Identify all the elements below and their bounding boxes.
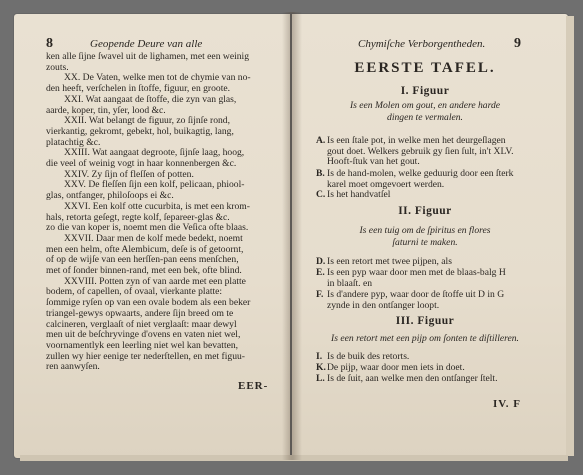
- text-line: voornamentlyk een leerling niet wel kan bevatten,: [46, 339, 239, 351]
- text-line: vierkantig, gekromt, gebekt, hol, buikagtig, lang,: [46, 125, 234, 137]
- caption-line: Is een retort met een pijp om ſonten te diſtilleren.: [331, 333, 519, 344]
- legend-item: [316, 190, 530, 201]
- text-line: aarde, koper, tin, yſer, lood &c.: [46, 104, 166, 116]
- text-line: glas, ontfanger, philoſoops ei &c.: [46, 190, 174, 202]
- text-line: zo die van koper is, noemt men die Veſica ofte blaas.: [46, 222, 249, 234]
- legend-key: E.: [316, 267, 325, 278]
- page-edge-right: [566, 16, 574, 456]
- legend-text: Is een ſtale pot, in welke men het deurgeſlagen: [327, 135, 506, 146]
- legend-line: [316, 374, 530, 385]
- legend-text: Is een pyp waar door men met de blaas-balg H: [327, 267, 506, 278]
- text-line: XXVI. Een kolf otte cucurbita, is met een krom-: [64, 200, 250, 212]
- legend-item: [316, 136, 530, 168]
- text-line: XX. De Vaten, welke men tot de chymie van no-: [64, 72, 251, 84]
- caption-line: Is een Molen om gout, en andere harde: [349, 100, 501, 111]
- right-catchword: IV. F: [493, 398, 522, 410]
- legend-line: [316, 279, 530, 290]
- legend-key: I.: [316, 351, 323, 362]
- legend-text: Is een retort met twee pijpen, als: [327, 256, 452, 267]
- text-line: XXVII. Daar men de kolf mede bedekt, noemt: [64, 232, 243, 244]
- text-line: den heeft, verſchelen in ſtoffe, figuur, en groote.: [46, 83, 231, 95]
- text-line: hals, retorta geſegt, regte kolf, ſepareer-glas &c.: [46, 211, 230, 223]
- legend-text: Hooft-ſtuk van het gout.: [327, 156, 420, 168]
- text-line: ken alle ſijne ſwavel uit de lighamen, met een weinig: [46, 51, 250, 62]
- text-line: men uit de beſchryvinge d'ovens en vaten niet wel,: [46, 329, 241, 341]
- legend-text: zynde in den ontſanger loopt.: [327, 299, 440, 311]
- left-page-number: 8: [46, 36, 53, 51]
- figure-caption: [316, 333, 534, 345]
- legend-text: De pijp, waar door men iets in doet.: [327, 362, 465, 373]
- figure-heading: II. Figuur: [398, 205, 452, 217]
- caption-line: ſaturni te maken.: [392, 237, 458, 248]
- right-page-number: 9: [514, 36, 521, 51]
- left-catchword: EER-: [238, 380, 269, 392]
- figure-caption: [316, 225, 534, 249]
- text-line: XXVIII. Potten zyn of van aarde met een platte: [64, 275, 246, 287]
- text-line: XXI. Wat aangaat de ſtoffe, die zyn van glas,: [64, 93, 237, 105]
- figure-heading: III. Figuur: [395, 315, 455, 327]
- text-line: ren aanwyſen.: [46, 361, 100, 373]
- book-spine: [282, 12, 302, 460]
- legend-line: [316, 157, 530, 168]
- legend-item: [316, 374, 530, 385]
- figure-heading: I. Figuur: [400, 85, 450, 97]
- legend-key: K.: [316, 362, 326, 373]
- legend-text: Is het handvatſel: [327, 189, 391, 200]
- legend-text: Is de hand-molen, welke geduurig door een ſterk: [327, 168, 514, 179]
- legend-text: Is de ſuit, aan welke men den ontſanger ſtelt.: [327, 373, 498, 384]
- right-running-header: Chymiſche Verborgentheden.: [358, 38, 486, 50]
- text-line: XXIII. Wat aangaat degroote, ſijnſe laag, hoog,: [64, 147, 245, 159]
- text-line: triangel-gewys opwaarts, andere ſijn breed om te: [46, 307, 234, 319]
- text-line: zullen wy hier eenige ter nederſtellen, en met figuu-: [46, 350, 245, 362]
- legend-key: B.: [316, 168, 325, 179]
- legend-item: [316, 268, 530, 289]
- legend-key: F.: [316, 289, 324, 300]
- text-line: calcineren, verglaaſt of niet verglaaſt: maar dewyl: [46, 318, 237, 330]
- text-line: die veel of weinig vogt in haar konnenbergen &c.: [46, 158, 237, 170]
- legend-key: L.: [316, 373, 325, 384]
- text-line: met of ſonder binnen-rand, met een bek, ofte blind.: [46, 265, 242, 277]
- legend-text: gout doet. Welkers gebruik gy ſien ſult, in't XLV.: [327, 145, 514, 157]
- text-line: zouts.: [46, 61, 69, 73]
- text-line: XXV. De fleſſen ſijn een kolf, pelicaan, phiool-: [64, 179, 245, 191]
- plate-title: EERSTE TAFEL.: [354, 60, 496, 76]
- legend-line: [316, 190, 530, 201]
- caption-line: dingen te vermalen.: [387, 112, 463, 123]
- text-line: of op de wijſe van een herſſen-pan eens menſchen,: [46, 254, 239, 266]
- left-body-text: [46, 52, 270, 373]
- text-line: platachtig &c.: [46, 136, 101, 148]
- legend-item: [316, 169, 530, 190]
- text-line: ſommige ryſen op van een ovale bodem als een beker: [46, 297, 251, 309]
- legend-text: Is d'andere pyp, waar door de ſtoffe uit D in G: [327, 289, 505, 300]
- legend-key: D.: [316, 256, 326, 267]
- legend-line: [316, 301, 530, 312]
- legend-key: A.: [316, 135, 326, 146]
- legend-item: [316, 290, 530, 311]
- legend-text: Is de buik des retorts.: [327, 351, 410, 362]
- caption-line: Is een tuig om de ſpiritus en flores: [359, 225, 491, 236]
- text-line: XXII. Wat belangt de figuur, zo ſijnſe rond,: [64, 115, 230, 127]
- text-line: XXIV. Zy ſijn of fleſſen of potten.: [64, 168, 194, 180]
- text-line: men een helm, ofte Alembicum, deſe is of getoornt,: [46, 243, 244, 255]
- legend-key: C.: [316, 189, 326, 200]
- text-line: bodem, of capellen, of ovaal, vierkante platte:: [46, 286, 223, 298]
- left-running-header: Geopende Deure van alle: [90, 38, 203, 50]
- figure-caption: [316, 100, 534, 124]
- legend-text: karel moet omgevoert werden.: [327, 178, 445, 190]
- legend-text: in blaaſt. en: [327, 277, 373, 289]
